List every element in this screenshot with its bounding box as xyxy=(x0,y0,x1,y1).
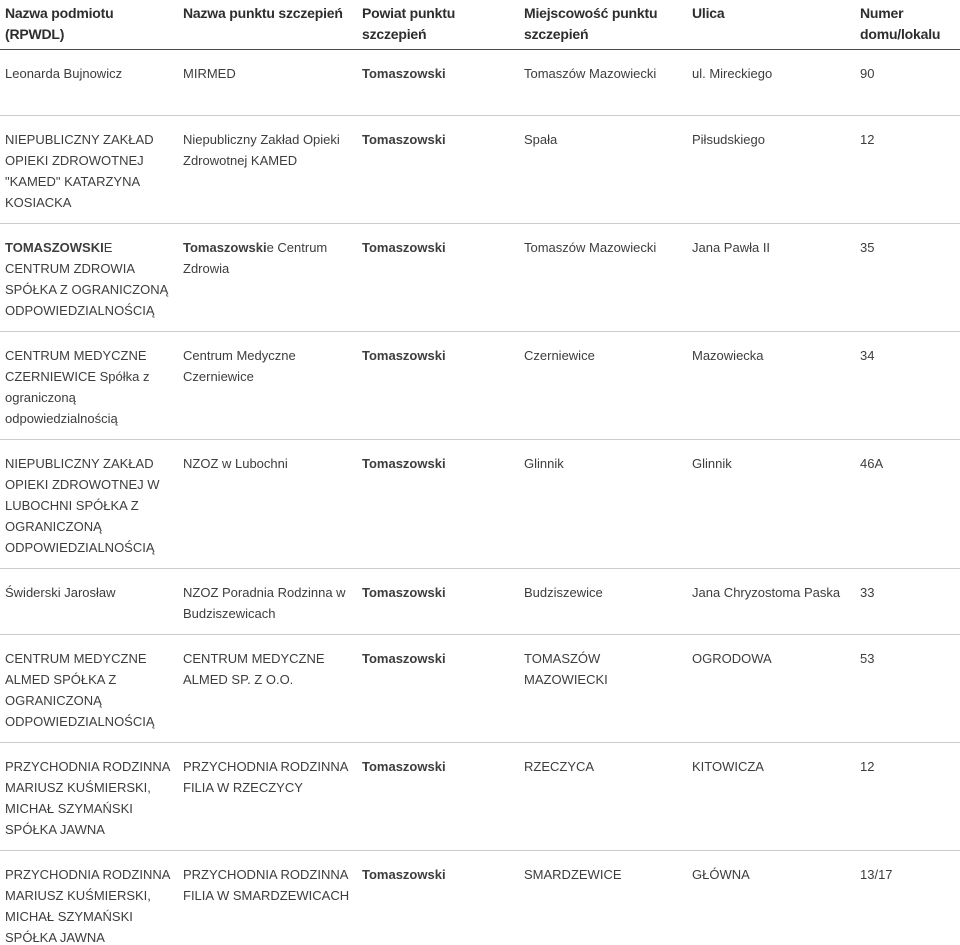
cell-text: PRZYCHODNIA RODZINNA MARIUSZ KUŚMIERSKI, MICHAŁ SZYMAŃSKI SPÓŁKA JAWNA xyxy=(5,867,170,945)
column-header-ulica: Ulica xyxy=(692,0,860,50)
cell-text: KITOWICZA xyxy=(692,759,764,774)
table-header-row xyxy=(0,0,960,50)
cell-text: Niepubliczny Zakład Opieki Zdrowotnej KAMED xyxy=(183,132,340,168)
column-header-nazwa-punktu-szczepien: Nazwa punktu szczepień xyxy=(183,0,362,50)
cell-text: TOMASZÓW MAZOWIECKI xyxy=(524,651,608,687)
cell-ulica xyxy=(692,440,860,569)
cell-text: 46A xyxy=(860,456,884,471)
cell-ulica xyxy=(692,332,860,440)
cell-numer-domu-lokalu xyxy=(860,635,960,743)
cell-text: CENTRUM MEDYCZNE ALMED SPÓŁKA Z OGRANICZONĄ ODPOWIEDZIALNOŚCIĄ xyxy=(5,651,155,729)
cell-text: Budziszewice xyxy=(524,585,603,600)
cell-nazwa-punktu-szczepien xyxy=(183,851,362,945)
cell-powiat xyxy=(362,332,524,440)
cell-nazwa-punktu-szczepien xyxy=(183,50,362,116)
cell-nazwa-punktu-szczepien xyxy=(183,224,362,332)
cell-numer-domu-lokalu xyxy=(860,116,960,224)
table-row xyxy=(0,851,960,945)
table-body xyxy=(0,50,960,945)
search-match-highlight: Tomaszowski xyxy=(362,867,446,882)
column-header-miejscowosc: Miejscowość punktu szczepień xyxy=(524,0,692,50)
table-header xyxy=(0,0,960,50)
cell-nazwa-punktu-szczepien xyxy=(183,569,362,635)
cell-text: PRZYCHODNIA RODZINNA FILIA W SMARDZEWICACH xyxy=(183,867,350,903)
cell-text: 53 xyxy=(860,651,875,666)
cell-text: 34 xyxy=(860,348,875,363)
cell-numer-domu-lokalu xyxy=(860,332,960,440)
cell-miejscowosc xyxy=(524,635,692,743)
cell-text: OGRODOWA xyxy=(692,651,772,666)
cell-numer-domu-lokalu xyxy=(860,224,960,332)
cell-nazwa-punktu-szczepien xyxy=(183,116,362,224)
cell-nazwa-podmiotu xyxy=(0,224,183,332)
cell-ulica xyxy=(692,224,860,332)
table-row xyxy=(0,116,960,224)
cell-text: 12 xyxy=(860,759,875,774)
cell-text: Glinnik xyxy=(524,456,564,471)
cell-miejscowosc xyxy=(524,569,692,635)
table-row xyxy=(0,332,960,440)
cell-text: Spała xyxy=(524,132,558,147)
table-row xyxy=(0,569,960,635)
column-header-numer-domu-lokalu: Numer domu/lokalu xyxy=(860,0,960,50)
cell-nazwa-punktu-szczepien xyxy=(183,440,362,569)
cell-miejscowosc xyxy=(524,332,692,440)
cell-nazwa-punktu-szczepien xyxy=(183,332,362,440)
cell-powiat xyxy=(362,851,524,945)
cell-miejscowosc xyxy=(524,224,692,332)
cell-powiat xyxy=(362,635,524,743)
cell-text: e Centrum Zdrowia xyxy=(183,240,328,276)
cell-text: CENTRUM MEDYCZNE CZERNIEWICE Spółka z ograniczoną odpowiedzialnością xyxy=(5,348,150,426)
cell-text: Jana Chryzostoma Paska xyxy=(692,585,841,600)
cell-numer-domu-lokalu xyxy=(860,851,960,945)
cell-ulica xyxy=(692,743,860,851)
column-header-powiat: Powiat punktu szczepień xyxy=(362,0,524,50)
search-match-highlight: Tomaszowski xyxy=(362,651,446,666)
cell-miejscowosc xyxy=(524,50,692,116)
cell-nazwa-podmiotu xyxy=(0,635,183,743)
search-match-highlight: Tomaszowski xyxy=(362,66,446,81)
cell-nazwa-podmiotu xyxy=(0,743,183,851)
cell-text: 35 xyxy=(860,240,875,255)
search-match-highlight: Tomaszowski xyxy=(362,585,446,600)
cell-text: PRZYCHODNIA RODZINNA MARIUSZ KUŚMIERSKI, MICHAŁ SZYMAŃSKI SPÓŁKA JAWNA xyxy=(5,759,170,837)
cell-powiat xyxy=(362,743,524,851)
search-match-highlight: Tomaszowski xyxy=(362,240,446,255)
cell-powiat xyxy=(362,50,524,116)
table-row xyxy=(0,50,960,116)
cell-numer-domu-lokalu xyxy=(860,743,960,851)
cell-powiat xyxy=(362,569,524,635)
cell-nazwa-podmiotu xyxy=(0,851,183,945)
cell-miejscowosc xyxy=(524,116,692,224)
cell-text: MIRMED xyxy=(183,66,236,81)
cell-nazwa-podmiotu xyxy=(0,116,183,224)
cell-powiat xyxy=(362,224,524,332)
table-row xyxy=(0,743,960,851)
cell-miejscowosc xyxy=(524,851,692,945)
cell-text: Jana Pawła II xyxy=(692,240,771,255)
cell-nazwa-podmiotu xyxy=(0,332,183,440)
cell-text: Piłsudskiego xyxy=(692,132,765,147)
cell-text: Tomaszów Mazowiecki xyxy=(524,240,657,255)
cell-nazwa-podmiotu xyxy=(0,569,183,635)
cell-ulica xyxy=(692,851,860,945)
cell-text: CENTRUM MEDYCZNE ALMED SP. Z O.O. xyxy=(183,651,325,687)
cell-text: Tomaszów Mazowiecki xyxy=(524,66,657,81)
search-match-highlight: Tomaszowski xyxy=(362,759,446,774)
cell-ulica xyxy=(692,635,860,743)
cell-numer-domu-lokalu xyxy=(860,569,960,635)
search-match-highlight: Tomaszowski xyxy=(362,132,446,147)
cell-nazwa-punktu-szczepien xyxy=(183,635,362,743)
table-row xyxy=(0,224,960,332)
cell-text: Glinnik xyxy=(692,456,732,471)
cell-text: Czerniewice xyxy=(524,348,595,363)
cell-ulica xyxy=(692,116,860,224)
cell-text: 12 xyxy=(860,132,875,147)
cell-text: NZOZ w Lubochni xyxy=(183,456,288,471)
cell-text: Mazowiecka xyxy=(692,348,764,363)
cell-text: Świderski Jarosław xyxy=(5,585,116,600)
cell-text: SMARDZEWICE xyxy=(524,867,622,882)
cell-text: 33 xyxy=(860,585,875,600)
cell-text: NIEPUBLICZNY ZAKŁAD OPIEKI ZDROWOTNEJ "KAMED" KATARZYNA KOSIACKA xyxy=(5,132,154,210)
cell-ulica xyxy=(692,569,860,635)
cell-text: ul. Mireckiego xyxy=(692,66,773,81)
search-match-highlight: Tomaszowski xyxy=(183,240,267,255)
cell-powiat xyxy=(362,116,524,224)
search-match-highlight: TOMASZOWSKI xyxy=(5,240,104,255)
cell-text: E CENTRUM ZDROWIA SPÓŁKA Z OGRANICZONĄ ODPOWIEDZIALNOŚCIĄ xyxy=(5,240,169,318)
cell-text: NIEPUBLICZNY ZAKŁAD OPIEKI ZDROWOTNEJ W LUBOCHNI SPÓŁKA Z OGRANICZONĄ ODPOWIEDZIALNOŚCIĄ xyxy=(5,456,160,555)
search-match-highlight: Tomaszowski xyxy=(362,456,446,471)
cell-miejscowosc xyxy=(524,440,692,569)
cell-numer-domu-lokalu xyxy=(860,50,960,116)
cell-text: Centrum Medyczne Czerniewice xyxy=(183,348,296,384)
cell-text: NZOZ Poradnia Rodzinna w Budziszewicach xyxy=(183,585,346,621)
cell-text: RZECZYCA xyxy=(524,759,595,774)
search-match-highlight: Tomaszowski xyxy=(362,348,446,363)
cell-text: 90 xyxy=(860,66,875,81)
table-row xyxy=(0,635,960,743)
cell-text: Leonarda Bujnowicz xyxy=(5,66,123,81)
table-row xyxy=(0,440,960,569)
cell-text: 13/17 xyxy=(860,867,893,882)
cell-powiat xyxy=(362,440,524,569)
cell-nazwa-podmiotu xyxy=(0,440,183,569)
cell-text: GŁÓWNA xyxy=(692,867,750,882)
cell-nazwa-podmiotu xyxy=(0,50,183,116)
cell-text: PRZYCHODNIA RODZINNA FILIA W RZECZYCY xyxy=(183,759,348,795)
cell-ulica xyxy=(692,50,860,116)
cell-nazwa-punktu-szczepien xyxy=(183,743,362,851)
cell-miejscowosc xyxy=(524,743,692,851)
cell-numer-domu-lokalu xyxy=(860,440,960,569)
column-header-nazwa-podmiotu: Nazwa podmiotu (RPWDL) xyxy=(0,0,183,50)
